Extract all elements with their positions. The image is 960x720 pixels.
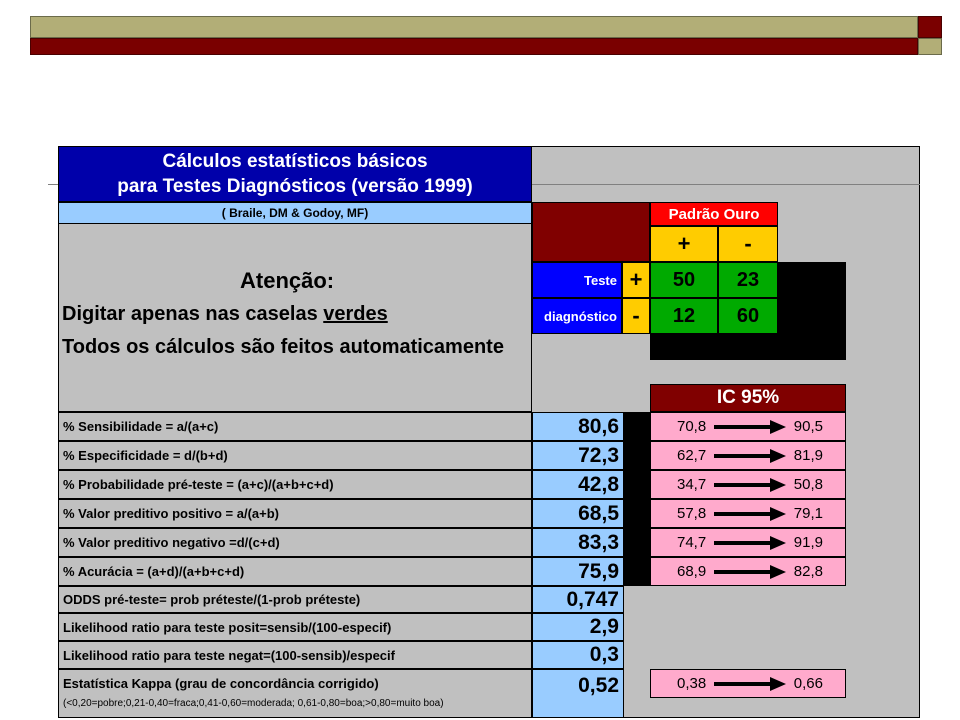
cell-a-input[interactable]: 50	[650, 262, 718, 298]
attention-line-1	[62, 303, 388, 326]
ci-low: 0,38	[677, 675, 707, 692]
ci-high: 79,1	[793, 505, 823, 522]
matrix-corner	[532, 202, 650, 262]
arrow-right-icon	[714, 420, 786, 434]
ci-high: 91,9	[793, 534, 823, 551]
row-value: 72,3	[532, 441, 624, 470]
ci-low: 74,7	[677, 534, 707, 551]
gold-standard-header: Padrão Ouro	[650, 202, 778, 226]
kappa-note: (<0,20=pobre;0,21-0,40=fraca;0,41-0,60=moderada; 0,61-0,80=boa;>0,80=muito boa)	[63, 697, 444, 709]
row-label: Likelihood ratio para teste posit=sensib/(100-especif)	[58, 613, 532, 641]
row-value: 0,3	[532, 641, 624, 669]
ci-high: 90,5	[793, 418, 823, 435]
row-label: % Valor preditivo negativo =d/(c+d)	[58, 528, 532, 557]
arrow-right-icon	[714, 478, 786, 492]
row-value: 75,9	[532, 557, 624, 586]
ci-range	[650, 557, 846, 586]
arrow-right-icon	[714, 536, 786, 550]
title-line-2: para Testes Diagnósticos (versão 1999)	[117, 176, 473, 197]
ci-range	[650, 528, 846, 557]
row-label: Likelihood ratio para teste negat=(100-sensib)/especif	[58, 641, 532, 669]
ci-low: 62,7	[677, 447, 707, 464]
attention-line-1-emph: verdes	[323, 303, 388, 325]
ci-range	[650, 499, 846, 528]
row-label: % Sensibilidade = a/(a+c)	[58, 412, 532, 441]
gold-standard-positive: +	[650, 226, 718, 262]
row-label: % Probabilidade pré-teste = (a+c)/(a+b+c+d)	[58, 470, 532, 499]
total-cell	[650, 334, 718, 360]
total-cell	[718, 334, 778, 360]
cell-b-input[interactable]: 23	[718, 262, 778, 298]
authors: ( Braile, DM & Godoy, MF)	[58, 202, 532, 224]
arrow-right-icon	[714, 677, 786, 691]
test-positive: +	[622, 262, 650, 298]
spacer-cell	[624, 412, 650, 441]
ci-range	[650, 441, 846, 470]
row-label: ODDS pré-teste= prob préteste/(1-prob préteste)	[58, 586, 532, 613]
total-cell	[778, 298, 846, 334]
diagnostic-label: diagnóstico	[532, 298, 622, 334]
spacer-cell	[624, 528, 650, 557]
attention-line-2: Todos os cálculos são feitos automaticamente	[62, 336, 504, 358]
total-cell	[778, 334, 846, 360]
row-value: 42,8	[532, 470, 624, 499]
ci-range	[650, 412, 846, 441]
ci-high: 0,66	[793, 675, 823, 692]
gold-standard-negative: -	[718, 226, 778, 262]
ci-low: 70,8	[677, 418, 707, 435]
arrow-right-icon	[714, 565, 786, 579]
total-cell	[778, 262, 846, 298]
spacer-cell	[624, 470, 650, 499]
row-label: % Valor preditivo positivo = a/(a+b)	[58, 499, 532, 528]
row-value: 68,5	[532, 499, 624, 528]
spacer-cell	[624, 441, 650, 470]
cell-c-input[interactable]: 12	[650, 298, 718, 334]
kappa-ci-range	[650, 669, 846, 698]
row-label: % Especificidade = d/(b+d)	[58, 441, 532, 470]
ci-low: 68,9	[677, 563, 707, 580]
row-value: 80,6	[532, 412, 624, 441]
ci-high: 81,9	[793, 447, 823, 464]
top-bar-olive	[30, 16, 918, 38]
kappa-value: 0,52	[532, 669, 624, 718]
ci-high: 50,8	[793, 476, 823, 493]
ci-range	[650, 470, 846, 499]
ci-low: 57,8	[677, 505, 707, 522]
kappa-label: Estatística Kappa (grau de concordância corrigido)	[63, 675, 379, 691]
test-label: Teste	[532, 262, 622, 298]
row-label: % Acurácia = (a+d)/(a+b+c+d)	[58, 557, 532, 586]
ci-high: 82,8	[793, 563, 823, 580]
test-negative: -	[622, 298, 650, 334]
sheet-title	[58, 146, 532, 202]
ci-low: 34,7	[677, 476, 707, 493]
corner-square-maroon	[918, 16, 942, 38]
attention-line-1-prefix: Digitar apenas nas caselas	[62, 303, 324, 325]
ci-header: IC 95%	[650, 384, 846, 412]
top-bar-maroon	[30, 38, 918, 55]
arrow-right-icon	[714, 507, 786, 521]
spacer-cell	[624, 557, 650, 586]
attention-heading: Atenção:	[240, 268, 335, 293]
kappa-label-cell	[58, 669, 532, 718]
arrow-right-icon	[714, 449, 786, 463]
cell-d-input[interactable]: 60	[718, 298, 778, 334]
title-line-1: Cálculos estatísticos básicos	[162, 151, 428, 172]
row-value: 2,9	[532, 613, 624, 641]
row-value: 83,3	[532, 528, 624, 557]
corner-square-olive	[918, 38, 942, 55]
spacer-cell	[624, 499, 650, 528]
row-value: 0,747	[532, 586, 624, 613]
